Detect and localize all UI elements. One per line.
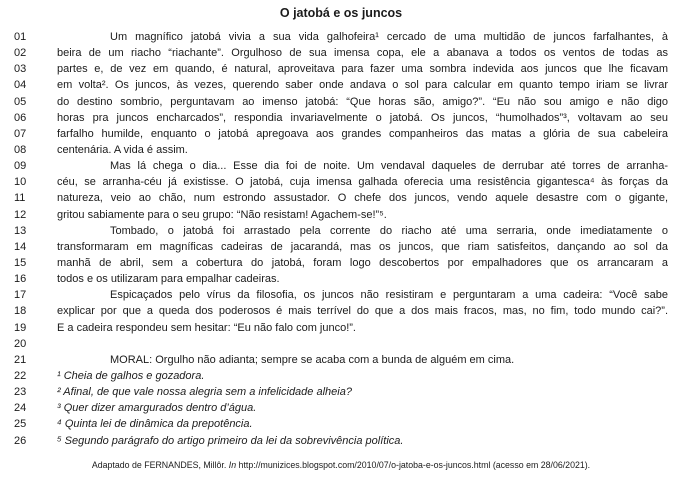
text-line-row: [14, 190, 668, 206]
line-text: manhã de abril, sem a cobertura do jatobá, foram logo descobertos por empalhadores que os arrancaram a: [57, 256, 668, 269]
text-line-row: [14, 303, 668, 319]
line-text: explicar por que a queda dos poderosos é mais terrível do que a dos mais fracos, mas, no fim, todo mundo cai?”.: [57, 305, 668, 318]
line-number: 15: [14, 256, 27, 269]
line-number: 13: [14, 224, 27, 237]
line-number: 19: [14, 321, 27, 334]
text-line-row: [14, 352, 668, 368]
line-number: 11: [14, 192, 26, 205]
line-number: 05: [14, 95, 27, 108]
line-text: centenária. A vida é assim.: [57, 143, 188, 156]
text-line-row: [14, 223, 668, 239]
line-number: 06: [14, 111, 27, 124]
line-text: ⁵ Segundo parágrafo do artigo primeiro da lei da sobrevivência política.: [57, 434, 404, 447]
line-number: 03: [14, 63, 27, 76]
citation-url: http://munizices.blogspot.com/2010/07/o-jatoba-e-os-juncos.html (acesso em 28/06/2021).: [236, 459, 591, 470]
line-text: do destino sombrio, perguntavam ao imenso jatobá: “Que horas são, amigo?”. “Eu não sou amigo e não digo: [57, 95, 668, 108]
text-line-row: [14, 384, 668, 400]
text-line-row: [14, 400, 668, 416]
line-text: ³ Quer dizer amargurados dentro d’água.: [57, 402, 257, 415]
line-text: Espicaçados pelo vírus da filosofia, os juncos não resistiram e perguntaram a uma cadeira: “Você sabe: [110, 289, 668, 302]
line-number: 01: [14, 31, 27, 43]
text-line-row: [14, 433, 668, 449]
line-number: 26: [14, 434, 27, 447]
line-text: farfalho humilde, enquanto o jatobá apregoava aos grandes companheiros das matas a glória de sua cabeleira: [57, 127, 668, 140]
text-line-row: [14, 110, 668, 126]
line-number: 10: [14, 176, 27, 189]
text-line-row: [14, 255, 668, 271]
line-text: ⁴ Quinta lei de dinâmica da prepotência.: [57, 418, 253, 431]
line-text: MORAL: Orgulho não adianta; sempre se acaba com a bunda de alguém em cima.: [110, 353, 515, 366]
line-number: 16: [14, 273, 27, 286]
line-text: Um magnífico jatobá vivia a sua vida galhofeira¹ cercado de uma multidão de juncos farfalhantes, à: [110, 31, 668, 43]
line-number: 21: [14, 353, 27, 366]
line-number: 24: [14, 402, 27, 415]
text-line-row: [14, 416, 668, 432]
citation-in-word: In: [228, 459, 237, 470]
line-number: 09: [14, 160, 27, 173]
line-number: 08: [14, 143, 27, 156]
line-text: Mas lá chega o dia... Esse dia foi de noite. Um vendaval daqueles de derrubar até torres de arranha-: [110, 160, 668, 173]
line-number: 17: [14, 289, 27, 302]
document-title: O jatobá e os juncos: [279, 6, 403, 20]
line-text: todos e os utilizaram para empalhar cadeiras.: [57, 273, 280, 286]
line-number: 22: [14, 369, 27, 382]
citation-prefix: Adaptado de FERNANDES, Millôr.: [91, 459, 229, 470]
line-text: partes e, de vez em quando, é natural, aproveitava para fazer uma sombra indevida aos juncos que lhe ficavam: [57, 63, 668, 76]
line-text: beira de um riacho “riachante”. Orgulhoso de sua imensa copa, ele a abanava a todos os ventos de todas as: [57, 47, 668, 60]
text-line-row: [14, 320, 668, 336]
line-text: em volta². Os juncos, às vezes, querendo saber onde andava o sol para calcular em quanto tempo iriam se livrar: [57, 79, 668, 92]
line-text: Tombado, o jatobá foi arrastado pela corrente do riacho até uma serraria, onde imediatamente o: [110, 224, 668, 237]
text-line-row: [14, 126, 668, 142]
line-text: E a cadeira respondeu sem hesitar: “Eu não falo com junco!”.: [57, 321, 356, 334]
text-line-row: [14, 94, 668, 110]
text-line-row: [14, 142, 668, 158]
text-line-row: [14, 61, 668, 77]
text-line-row: [14, 239, 668, 255]
line-text: ¹ Cheia de galhos e gozadora.: [57, 369, 205, 382]
line-text: gritou sabiamente para o seu grupo: “Não resistam! Agachem-se!”⁵.: [57, 208, 387, 221]
line-number: 25: [14, 418, 27, 431]
line-text: transformaram em magníficas cadeiras de jacarandá, mas os juncos, que riam satisfeitos, dançando ao sol da: [57, 240, 668, 253]
text-line-row: [14, 45, 668, 61]
text-line-row: [14, 207, 668, 223]
text-line-row: [14, 158, 668, 174]
line-number: 04: [14, 79, 27, 92]
line-text: natureza, veio ao chão, num estrondo assustador. O chefe dos juncos, vendo aquele desastre com o gigante,: [57, 192, 668, 205]
text-line-row: [14, 174, 668, 190]
line-number: 18: [14, 305, 27, 318]
line-number: 07: [14, 127, 27, 140]
text-line-row: [14, 29, 668, 45]
text-line-row: [14, 77, 668, 93]
text-line-row: [14, 368, 668, 384]
text-line-row: [14, 336, 668, 352]
line-text: céu, se arranha-céu já existisse. O jatobá, cuja imensa galhada oferecia uma resistência gigantesca⁴ às forças da: [57, 176, 668, 189]
text-line-row: [14, 271, 668, 287]
source-citation: [14, 460, 668, 470]
line-number: 12: [14, 208, 27, 221]
line-number: 23: [14, 386, 27, 399]
text-body: [14, 29, 668, 449]
line-number: 14: [14, 240, 27, 253]
line-number: 20: [14, 337, 27, 350]
text-line-row: [14, 287, 668, 303]
line-number: 02: [14, 47, 27, 60]
line-text: ² Afinal, de que vale nossa alegria sem a infelicidade alheia?: [57, 386, 352, 399]
line-text: horas pra juncos encharcados”, respondia invariavelmente o jatobá. Os juncos, “humolhados”³, voltavam ao seu: [57, 111, 668, 124]
